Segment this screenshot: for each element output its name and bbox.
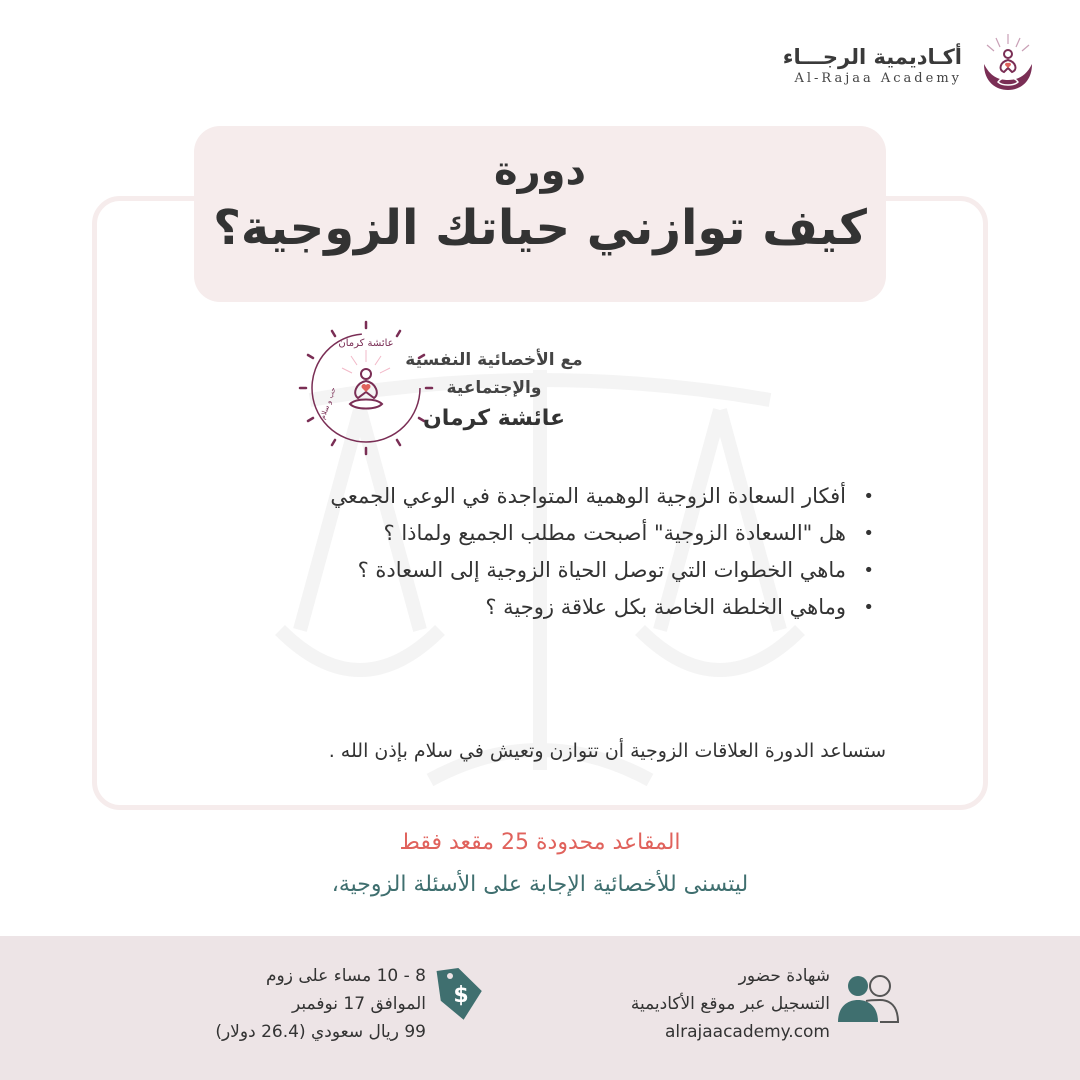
price-tag-icon bbox=[432, 964, 486, 1024]
list-item: • هل "السعادة الزوجية" أصبحت مطلب الجميع ولماذا ؟ bbox=[194, 515, 874, 552]
seats-reason: ليتسنى للأخصائية الإجابة على الأسئلة الزوجية، bbox=[331, 872, 749, 897]
course-price: 99 ريال سعودي (26.4 دولار) bbox=[215, 1022, 426, 1042]
instructor-role-line2: والإجتماعية bbox=[446, 378, 542, 398]
course-label: دورة bbox=[493, 148, 587, 194]
instructor-logo-subtext: حب و سلام bbox=[318, 386, 338, 421]
registration-info bbox=[631, 962, 830, 1046]
people-icon bbox=[836, 972, 900, 1024]
lotus-meditation-icon bbox=[976, 30, 1040, 100]
course-topics-list bbox=[194, 478, 874, 626]
session-time: 8 - 10 مساء على زوم bbox=[266, 966, 426, 986]
seats-limit: المقاعد محدودة 25 مقعد فقط bbox=[399, 830, 681, 855]
course-title: كيف توازني حياتك الزوجية؟ bbox=[213, 200, 867, 256]
footer-bar bbox=[0, 936, 1080, 1080]
academy-logo-text bbox=[783, 45, 962, 86]
instructor-name: عائشة كرمان bbox=[422, 406, 566, 431]
instructor-info bbox=[344, 346, 644, 431]
instructor-role-line1: مع الأخصائية النفسية bbox=[405, 350, 583, 370]
list-item: • وماهي الخلطة الخاصة بكل علاقة زوجية ؟ bbox=[194, 589, 874, 626]
certificate-label: شهادة حضور bbox=[738, 966, 830, 986]
academy-logo bbox=[783, 30, 1040, 100]
instructor-logo-text: عائشة كرمان bbox=[338, 338, 394, 349]
svg-text:$: $ bbox=[453, 983, 469, 1008]
schedule-info bbox=[215, 962, 426, 1046]
academy-name-arabic: أكـاديمية الرجـــاء bbox=[782, 44, 962, 69]
website-link[interactable]: alrajaacademy.com bbox=[664, 1022, 830, 1042]
list-item: • أفكار السعادة الزوجية الوهمية المتواجدة في الوعي الجمعي bbox=[194, 478, 874, 515]
session-date: الموافق 17 نوفمبر bbox=[292, 994, 426, 1014]
academy-name-english: Al-Rajaa Academy bbox=[794, 70, 962, 86]
course-title-box bbox=[194, 126, 886, 302]
closing-statement: ستساعد الدورة العلاقات الزوجية أن تتوازن وتعيش في سلام بإذن الله . bbox=[328, 740, 886, 762]
list-item: • ماهي الخطوات التي توصل الحياة الزوجية إلى السعادة ؟ bbox=[194, 552, 874, 589]
registration-label: التسجيل عبر موقع الأكاديمية bbox=[630, 994, 830, 1014]
